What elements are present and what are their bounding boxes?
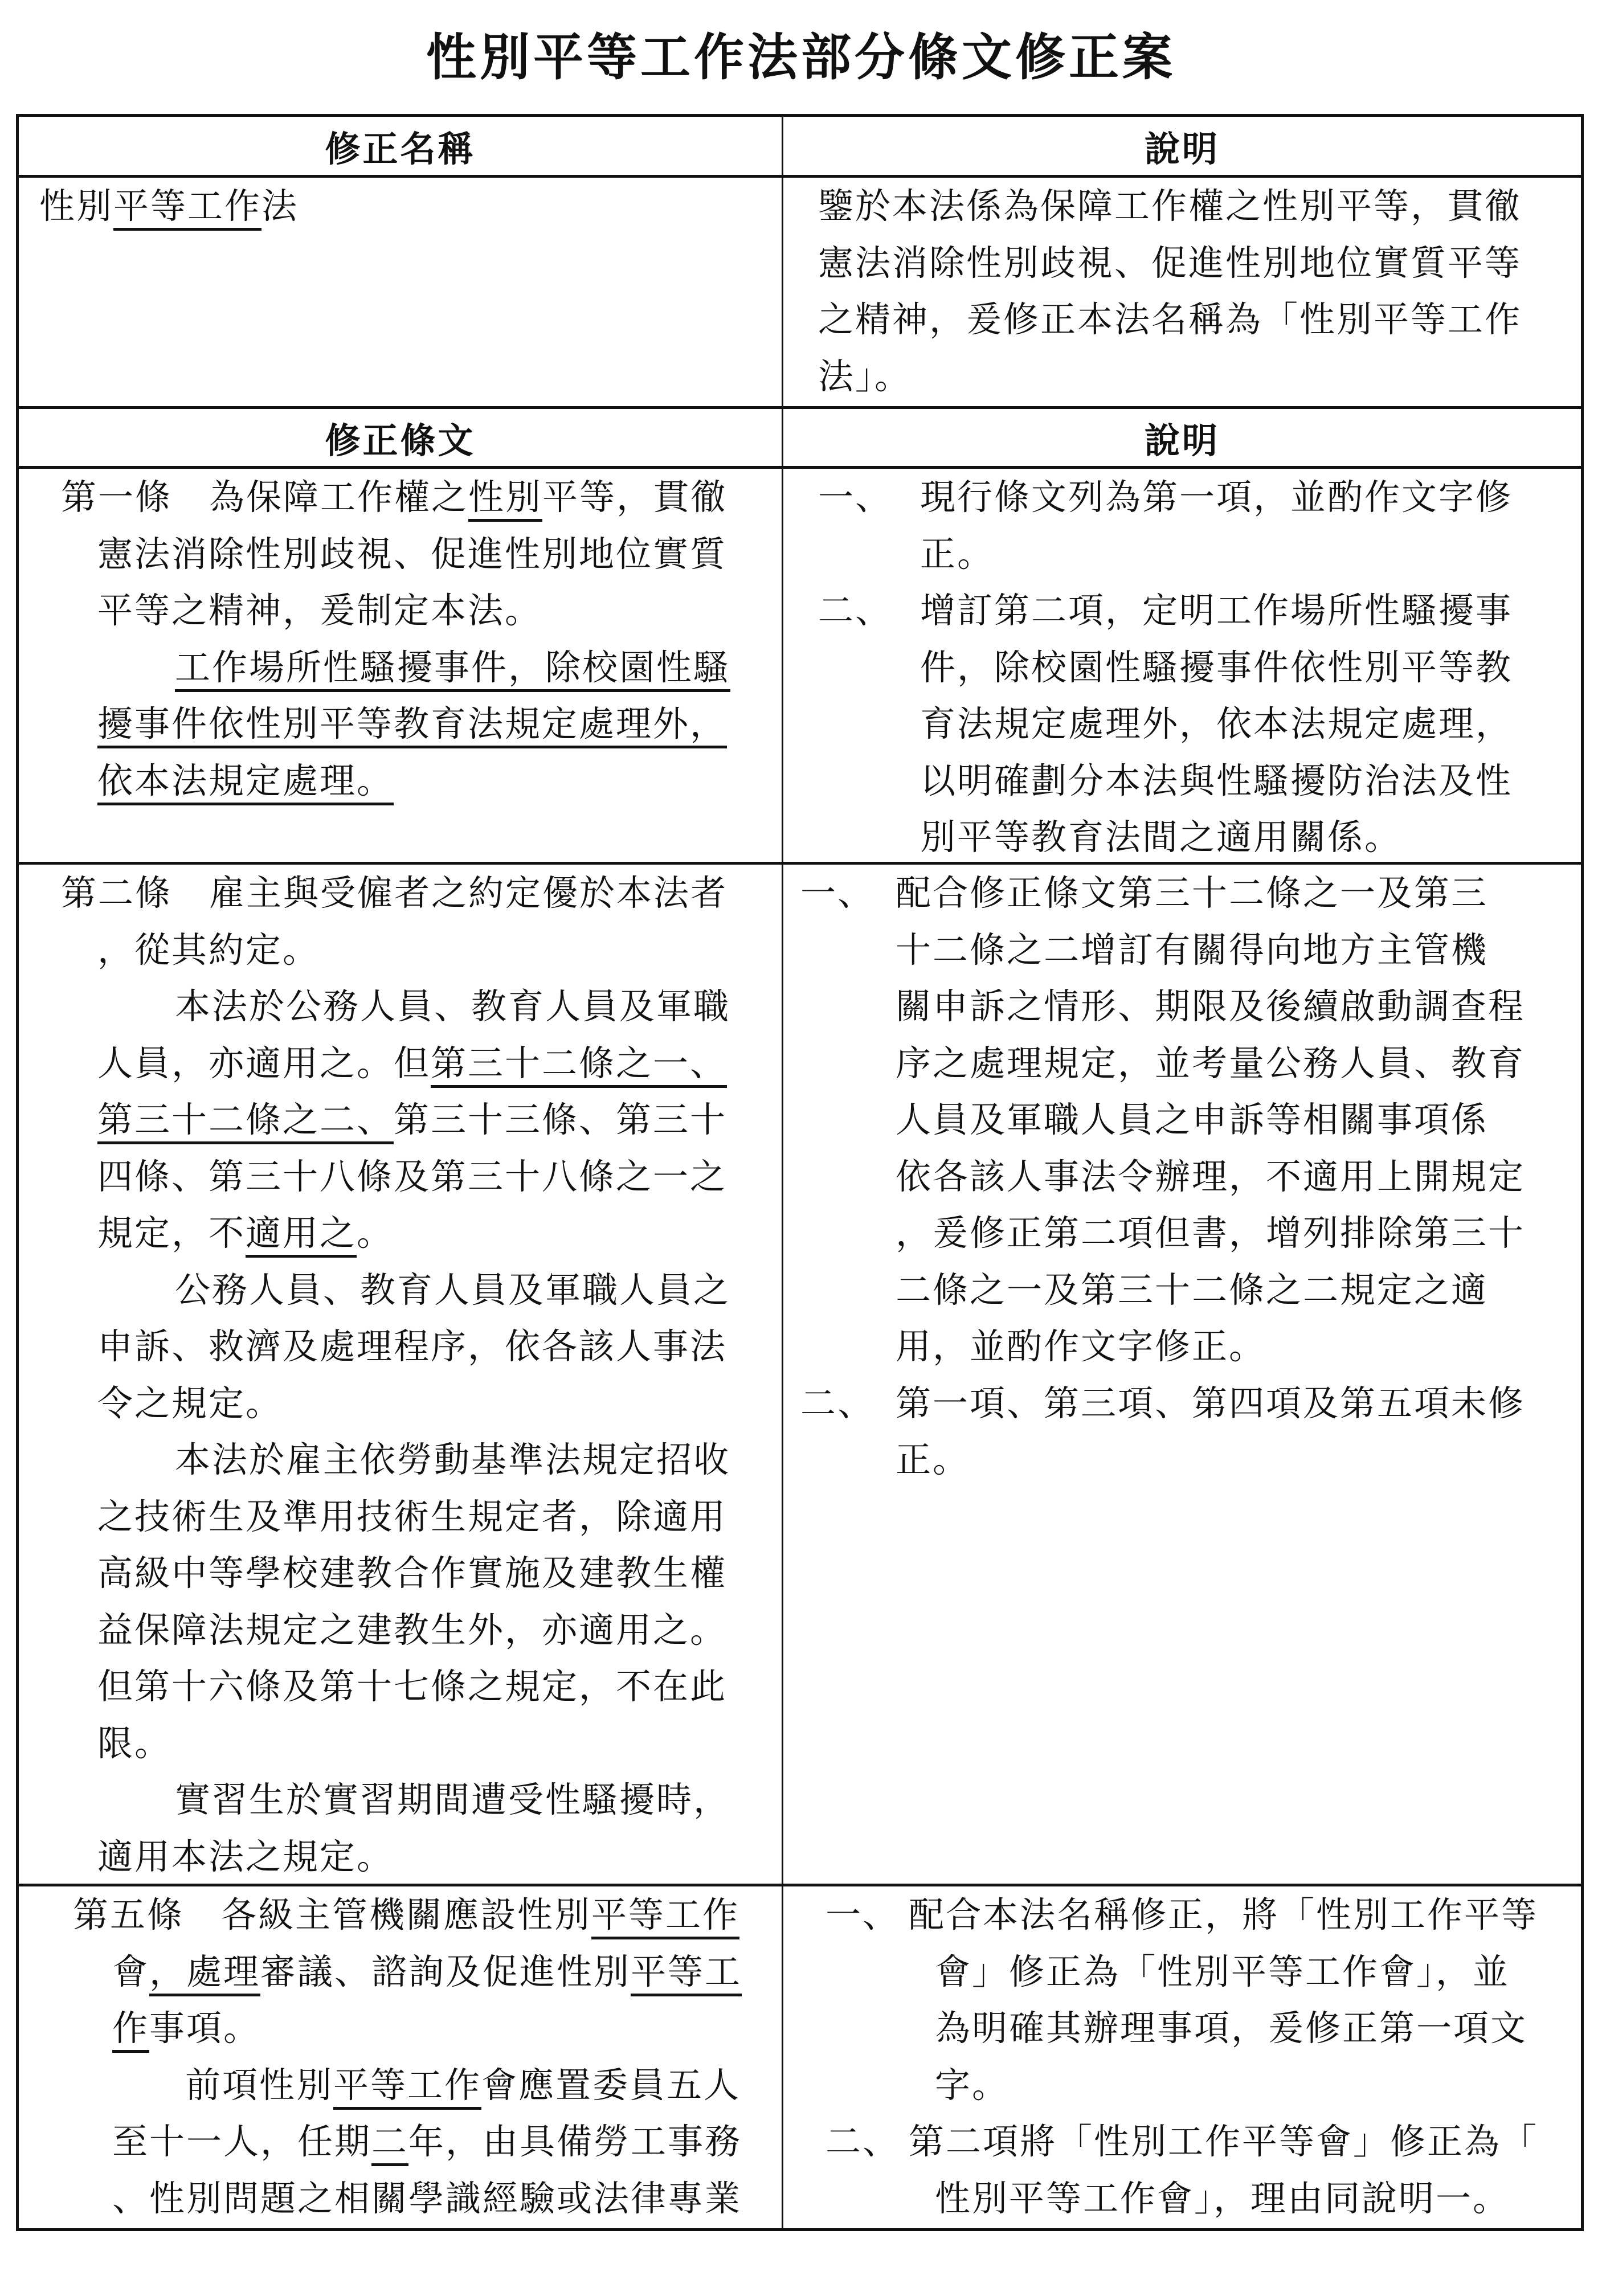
text-line (97, 1828, 782, 1884)
text-segment: 會 (112, 1950, 150, 1992)
text-line (97, 1602, 782, 1659)
item-number: 一、 (825, 1894, 900, 1935)
text-line: 字。 (935, 2064, 1010, 2106)
text-segment: 申訴、救濟及處理程序，依各該人事法 (97, 1325, 728, 1367)
text-line: 人員及軍職人員之申訴等相關事項係 (896, 1099, 1489, 1140)
amended-text: 依本法規定處理。 (97, 760, 394, 805)
text-line: 用，並酌作文字修正。 (896, 1325, 1266, 1367)
text-line (97, 752, 782, 809)
amended-text: 第三十二條之一、 (431, 1042, 727, 1088)
text-line: 二條之一及第三十二條之二規定之適 (896, 1268, 1489, 1311)
text-line: 別平等教育法間之適用關係。 (920, 816, 1402, 858)
item-body (896, 1375, 1525, 1488)
text-segment: 平等之精神，爰制定本法。 (97, 590, 542, 631)
text-segment: 實習生於實習期間遭受性騷擾時， (175, 1779, 731, 1820)
article-row-2 (19, 862, 1581, 1884)
text-line: 正。 (896, 1439, 970, 1480)
text-line (39, 178, 782, 235)
text-segment: 會應置委員五人 (481, 2064, 741, 2106)
text-line (73, 1886, 782, 1943)
item-number: 一、 (818, 476, 893, 518)
text-line (112, 2000, 782, 2057)
text-line (97, 526, 782, 583)
text-segment: 法 (261, 185, 299, 227)
text-segment: 至十一人，任期 (112, 2121, 372, 2162)
text-line (97, 582, 782, 639)
text-line (112, 1943, 782, 2000)
text-segment: 平等，貫徹 (542, 476, 728, 518)
text-line (175, 1771, 782, 1828)
text-segment: 憲法消除性別歧視、促進性別地位實質 (97, 533, 728, 575)
text-line (112, 2170, 782, 2227)
text-line: 之精神，爰修正本法名稱為「性別平等工作 (818, 298, 1522, 340)
text-line (97, 1318, 782, 1375)
text-line (97, 1375, 782, 1432)
document-title: 性別平等工作法部分條文修正案 (426, 27, 1176, 87)
text-line: 性別平等工作會」，理由同說明一。 (935, 2177, 1510, 2219)
text-line: 第一項、第三項、第四項及第五項未修 (896, 1382, 1526, 1424)
text-line: 以明確劃分本法與性騷擾防治法及性 (920, 759, 1513, 801)
text-line (97, 1545, 782, 1602)
article-text-cell (19, 469, 783, 862)
explanation-item (825, 1886, 1581, 2113)
articles-header-row (19, 406, 1581, 466)
text-line: 序之處理規定，並考量公務人員、教育 (896, 1042, 1526, 1084)
article-explanation-cell (783, 1886, 1581, 2228)
text-line: 會」修正為「性別平等工作會」，並 (935, 1950, 1510, 1992)
text-line: 配合修正條文第三十二條之一及第三 (896, 872, 1489, 914)
text-line (175, 1262, 782, 1319)
amended-text: 第三十二條之二、 (97, 1099, 394, 1144)
text-line (112, 2113, 782, 2170)
text-line: 件，除校園性騷擾事件依性別平等教 (920, 646, 1513, 688)
text-line (61, 865, 782, 922)
text-segment: 之技術生及準用技術生規定者，除適用 (97, 1495, 728, 1537)
text-line (97, 1148, 782, 1205)
text-line (97, 922, 782, 979)
explanation-item (818, 469, 1581, 582)
text-line: 正。 (920, 533, 995, 575)
header-revised-name: 修正名稱 (19, 117, 783, 175)
text-line: ，爰修正第二項但書，增列排除第三十 (896, 1212, 1526, 1254)
item-body (920, 469, 1513, 582)
amended-text: 工作場所性騷擾事件，除校園性騷 (175, 646, 730, 692)
text-line: 育法規定處理外，依本法規定處理， (920, 703, 1513, 744)
text-line: 現行條文列為第一項，並酌作文字修 (920, 476, 1513, 518)
article-explanation-cell (783, 469, 1581, 862)
text-line (97, 1091, 782, 1148)
name-row (19, 175, 1581, 406)
name-header-row (19, 117, 1581, 175)
text-segment: 公務人員、教育人員及軍職人員之 (175, 1268, 731, 1311)
text-line: 配合本法名稱修正，將「性別工作平等 (909, 1894, 1539, 1935)
header-explanation: 說明 (1144, 128, 1220, 170)
text-line: 鑒於本法係為保障工作權之性別平等，貫徹 (818, 185, 1522, 227)
text-segment: 審議、諮詢及促進性別 (260, 1950, 631, 1992)
text-line (175, 639, 782, 696)
text-line: 依各該人事法令辦理，不適用上開規定 (896, 1155, 1526, 1197)
item-number: 一、 (800, 872, 875, 914)
explanation-item (818, 582, 1581, 862)
item-body (909, 1886, 1538, 2113)
amended-text: 二 (371, 2121, 408, 2166)
explanation-item (800, 865, 1581, 1375)
text-line (97, 1658, 782, 1715)
text-line: 法」。 (818, 355, 912, 397)
amended-text: 作 (112, 2007, 149, 2053)
text-segment: 第五條 各級主管機關應設性別 (73, 1894, 592, 1935)
item-body (896, 865, 1525, 1375)
explanation-item (800, 1375, 1581, 1488)
amended-text: 平等工作 (591, 1894, 739, 1939)
text-segment: 人員，亦適用之。但 (97, 1042, 431, 1084)
text-segment: 事項。 (149, 2007, 261, 2049)
text-line (97, 695, 782, 752)
text-segment: 本法於公務人員、教育人員及軍職 (175, 985, 731, 1027)
text-segment: 本法於雇主依勞動基準法規定招收 (175, 1439, 731, 1480)
item-number: 二、 (800, 1382, 875, 1424)
item-number: 二、 (818, 590, 893, 631)
header-revised-articles: 修正條文 (19, 409, 783, 466)
text-segment: 令之規定。 (97, 1382, 283, 1424)
text-segment: 限。 (97, 1722, 172, 1764)
amended-text: ，處理 (149, 1951, 260, 1996)
explanation-item (825, 2113, 1581, 2227)
amended-text: 平等工作 (333, 2064, 481, 2110)
article-text-cell (19, 865, 783, 1884)
header-explanation: 說明 (1144, 419, 1220, 461)
text-line (97, 1715, 782, 1772)
text-segment: 。 (357, 1212, 394, 1254)
text-line: 為明確其辦理事項，爰修正第一項文 (935, 2007, 1528, 2049)
text-segment: 規定，不 (97, 1212, 246, 1254)
article-row-5 (19, 1884, 1581, 2228)
text-line (97, 1035, 782, 1092)
text-segment: 、性別問題之相關學識經驗或法律專業 (112, 2177, 742, 2219)
text-segment: 第一條 為保障工作權之 (61, 476, 469, 518)
text-line (185, 2057, 782, 2114)
text-segment: 前項性別 (185, 2064, 334, 2106)
item-number: 二、 (825, 2121, 900, 2162)
amended-text: 擾事件依性別平等教育法規定處理外， (97, 703, 727, 748)
text-line (97, 1205, 782, 1262)
text-line: 關申訴之情形、期限及後續啟動調查程 (896, 985, 1526, 1027)
text-segment: 年，由具備勞工事務 (408, 2121, 742, 2162)
amended-text: 平等工作 (113, 185, 261, 231)
name-explanation-cell (783, 178, 1581, 406)
text-segment: 第二條 雇主與受僱者之約定優於本法者 (61, 872, 728, 914)
text-segment: 但第十六條及第十七條之規定，不在此 (97, 1665, 728, 1707)
text-line: 第二項將「性別工作平等會」修正為「 (909, 2121, 1539, 2162)
amendment-table (16, 114, 1584, 2231)
text-segment: 第三十三條、第三十 (394, 1099, 728, 1140)
text-line: 十二條之二增訂有關得向地方主管機 (896, 928, 1489, 971)
amended-text: 適用之 (246, 1212, 357, 1258)
amended-text: 平等工 (631, 1951, 742, 1996)
text-segment: 益保障法規定之建教生外，亦適用之。 (97, 1609, 728, 1651)
text-line (175, 1431, 782, 1488)
text-line: 憲法消除性別歧視、促進性別地位實質平等 (818, 242, 1522, 284)
text-segment: ，從其約定。 (97, 928, 320, 971)
text-segment: 性別 (39, 185, 114, 227)
text-line (61, 469, 782, 526)
revised-name-cell (19, 178, 783, 406)
text-line (175, 978, 782, 1035)
item-body (920, 582, 1513, 862)
text-line: 增訂第二項，定明工作場所性騷擾事 (920, 590, 1513, 631)
article-row-1 (19, 466, 1581, 862)
text-segment: 高級中等學校建教合作實施及建教生權 (97, 1552, 728, 1594)
text-segment: 四條、第三十八條及第三十八條之一之 (97, 1155, 728, 1197)
item-body (909, 2113, 1538, 2227)
text-segment: 適用本法之規定。 (97, 1835, 394, 1877)
article-explanation-cell (783, 865, 1581, 1884)
text-line (97, 1488, 782, 1545)
article-text-cell (19, 1886, 783, 2228)
amended-text: 性別 (468, 476, 542, 522)
